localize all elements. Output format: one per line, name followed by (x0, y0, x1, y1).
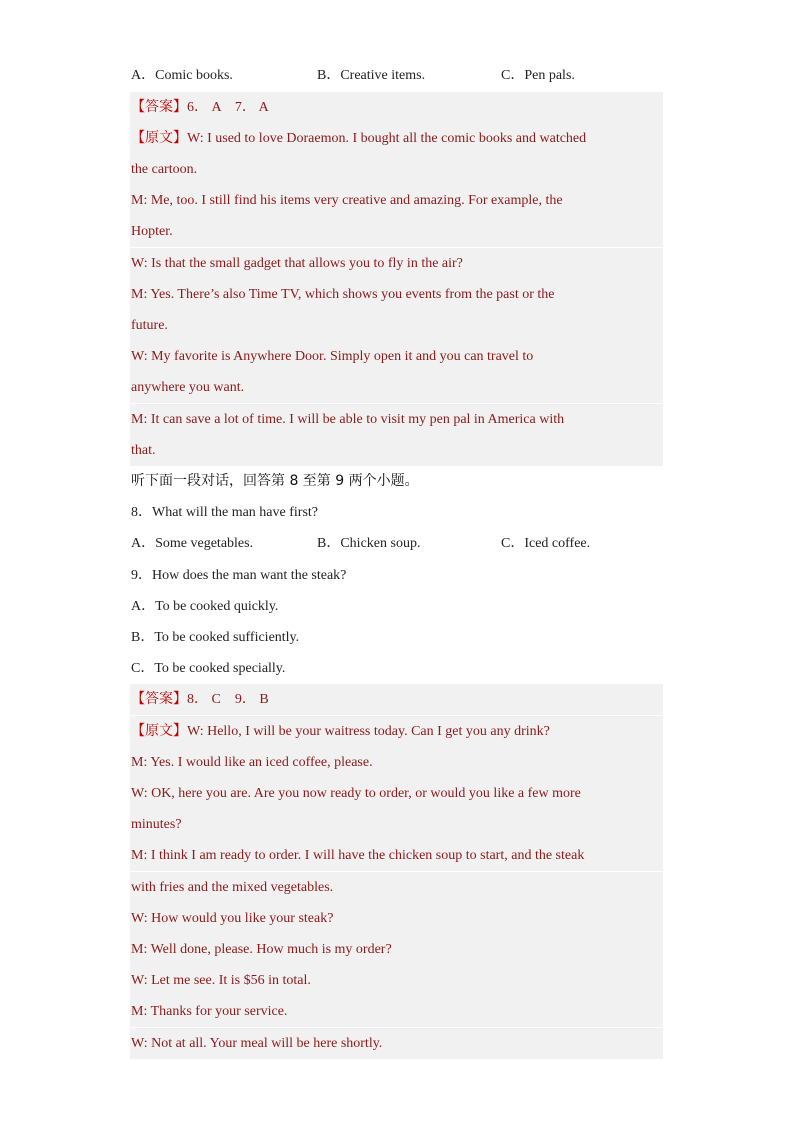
transcript-text: W: Hello, I will be your waitress today. Can I get you any drink? (187, 724, 550, 739)
transcript-line (130, 123, 663, 154)
q8-options-row (131, 528, 662, 559)
transcript-line: minutes? (130, 809, 663, 840)
answer-text: 6． A 7． A (187, 100, 269, 115)
q9-option-c: C．To be cooked specially. (131, 661, 286, 676)
transcript-line: M: Yes. There’s also Time TV, which shows you events from the past or the (130, 279, 663, 310)
section-instruction: 听下面一段对话，回答第 8 至第 9 两个小题。 (131, 473, 419, 489)
transcript-line: M: Well done, please. How much is my order? (130, 934, 663, 965)
transcript-line: Hopter. (130, 216, 663, 247)
transcript-line: W: My favorite is Anywhere Door. Simply open it and you can travel to (130, 341, 663, 372)
answer-line-1 (130, 92, 663, 123)
transcript-line: M: Thanks for your service. (130, 996, 663, 1027)
transcript-line: W: Let me see. It is $56 in total. (130, 965, 663, 996)
q8-option-b: B．Chicken soup. (317, 536, 421, 551)
transcript-text: W: I used to love Doraemon. I bought all the comic books and watched (187, 131, 587, 146)
q5-option-b: B．Creative items. (317, 68, 426, 83)
q9-option-a: A．To be cooked quickly. (131, 599, 279, 614)
transcript-line: M: It can save a lot of time. I will be able to visit my pen pal in America with (130, 404, 663, 435)
q5-option-a: A．Comic books. (131, 68, 233, 83)
transcript-line: the cartoon. (130, 154, 663, 185)
q9-question: 9．How does the man want the steak? (131, 568, 347, 583)
transcript-line: future. (130, 310, 663, 341)
q8-question: 8．What will the man have first? (131, 505, 318, 520)
transcript-line: W: How would you like your steak? (130, 903, 663, 934)
q8-option-c: C．Iced coffee. (501, 536, 591, 551)
q5-option-c: C．Pen pals. (501, 68, 575, 83)
transcript-line (130, 716, 663, 747)
transcript-tag: 【原文】 (131, 724, 187, 739)
transcript-line: M: Yes. I would like an iced coffee, please. (130, 747, 663, 778)
transcript-tag: 【原文】 (131, 131, 187, 146)
transcript-line: with fries and the mixed vegetables. (130, 872, 663, 903)
q9-option-b: B．To be cooked sufficiently. (131, 630, 300, 645)
transcript-line: W: OK, here you are. Are you now ready to order, or would you like a few more (130, 778, 663, 809)
q5-options-row (131, 60, 662, 91)
transcript-line: W: Is that the small gadget that allows you to fly in the air? (130, 248, 663, 279)
answer-text: 8． C 9． B (187, 692, 269, 707)
transcript-line: M: I think I am ready to order. I will have the chicken soup to start, and the steak (130, 840, 663, 871)
answer-line-2 (130, 684, 663, 715)
transcript-line: M: Me, too. I still find his items very creative and amazing. For example, the (130, 185, 663, 216)
transcript-line: W: Not at all. Your meal will be here shortly. (130, 1028, 663, 1059)
transcript-line: that. (130, 435, 663, 466)
answer-tag: 【答案】 (131, 100, 187, 115)
answer-tag: 【答案】 (131, 692, 187, 707)
q8-option-a: A．Some vegetables. (131, 536, 254, 551)
transcript-line: anywhere you want. (130, 372, 663, 403)
